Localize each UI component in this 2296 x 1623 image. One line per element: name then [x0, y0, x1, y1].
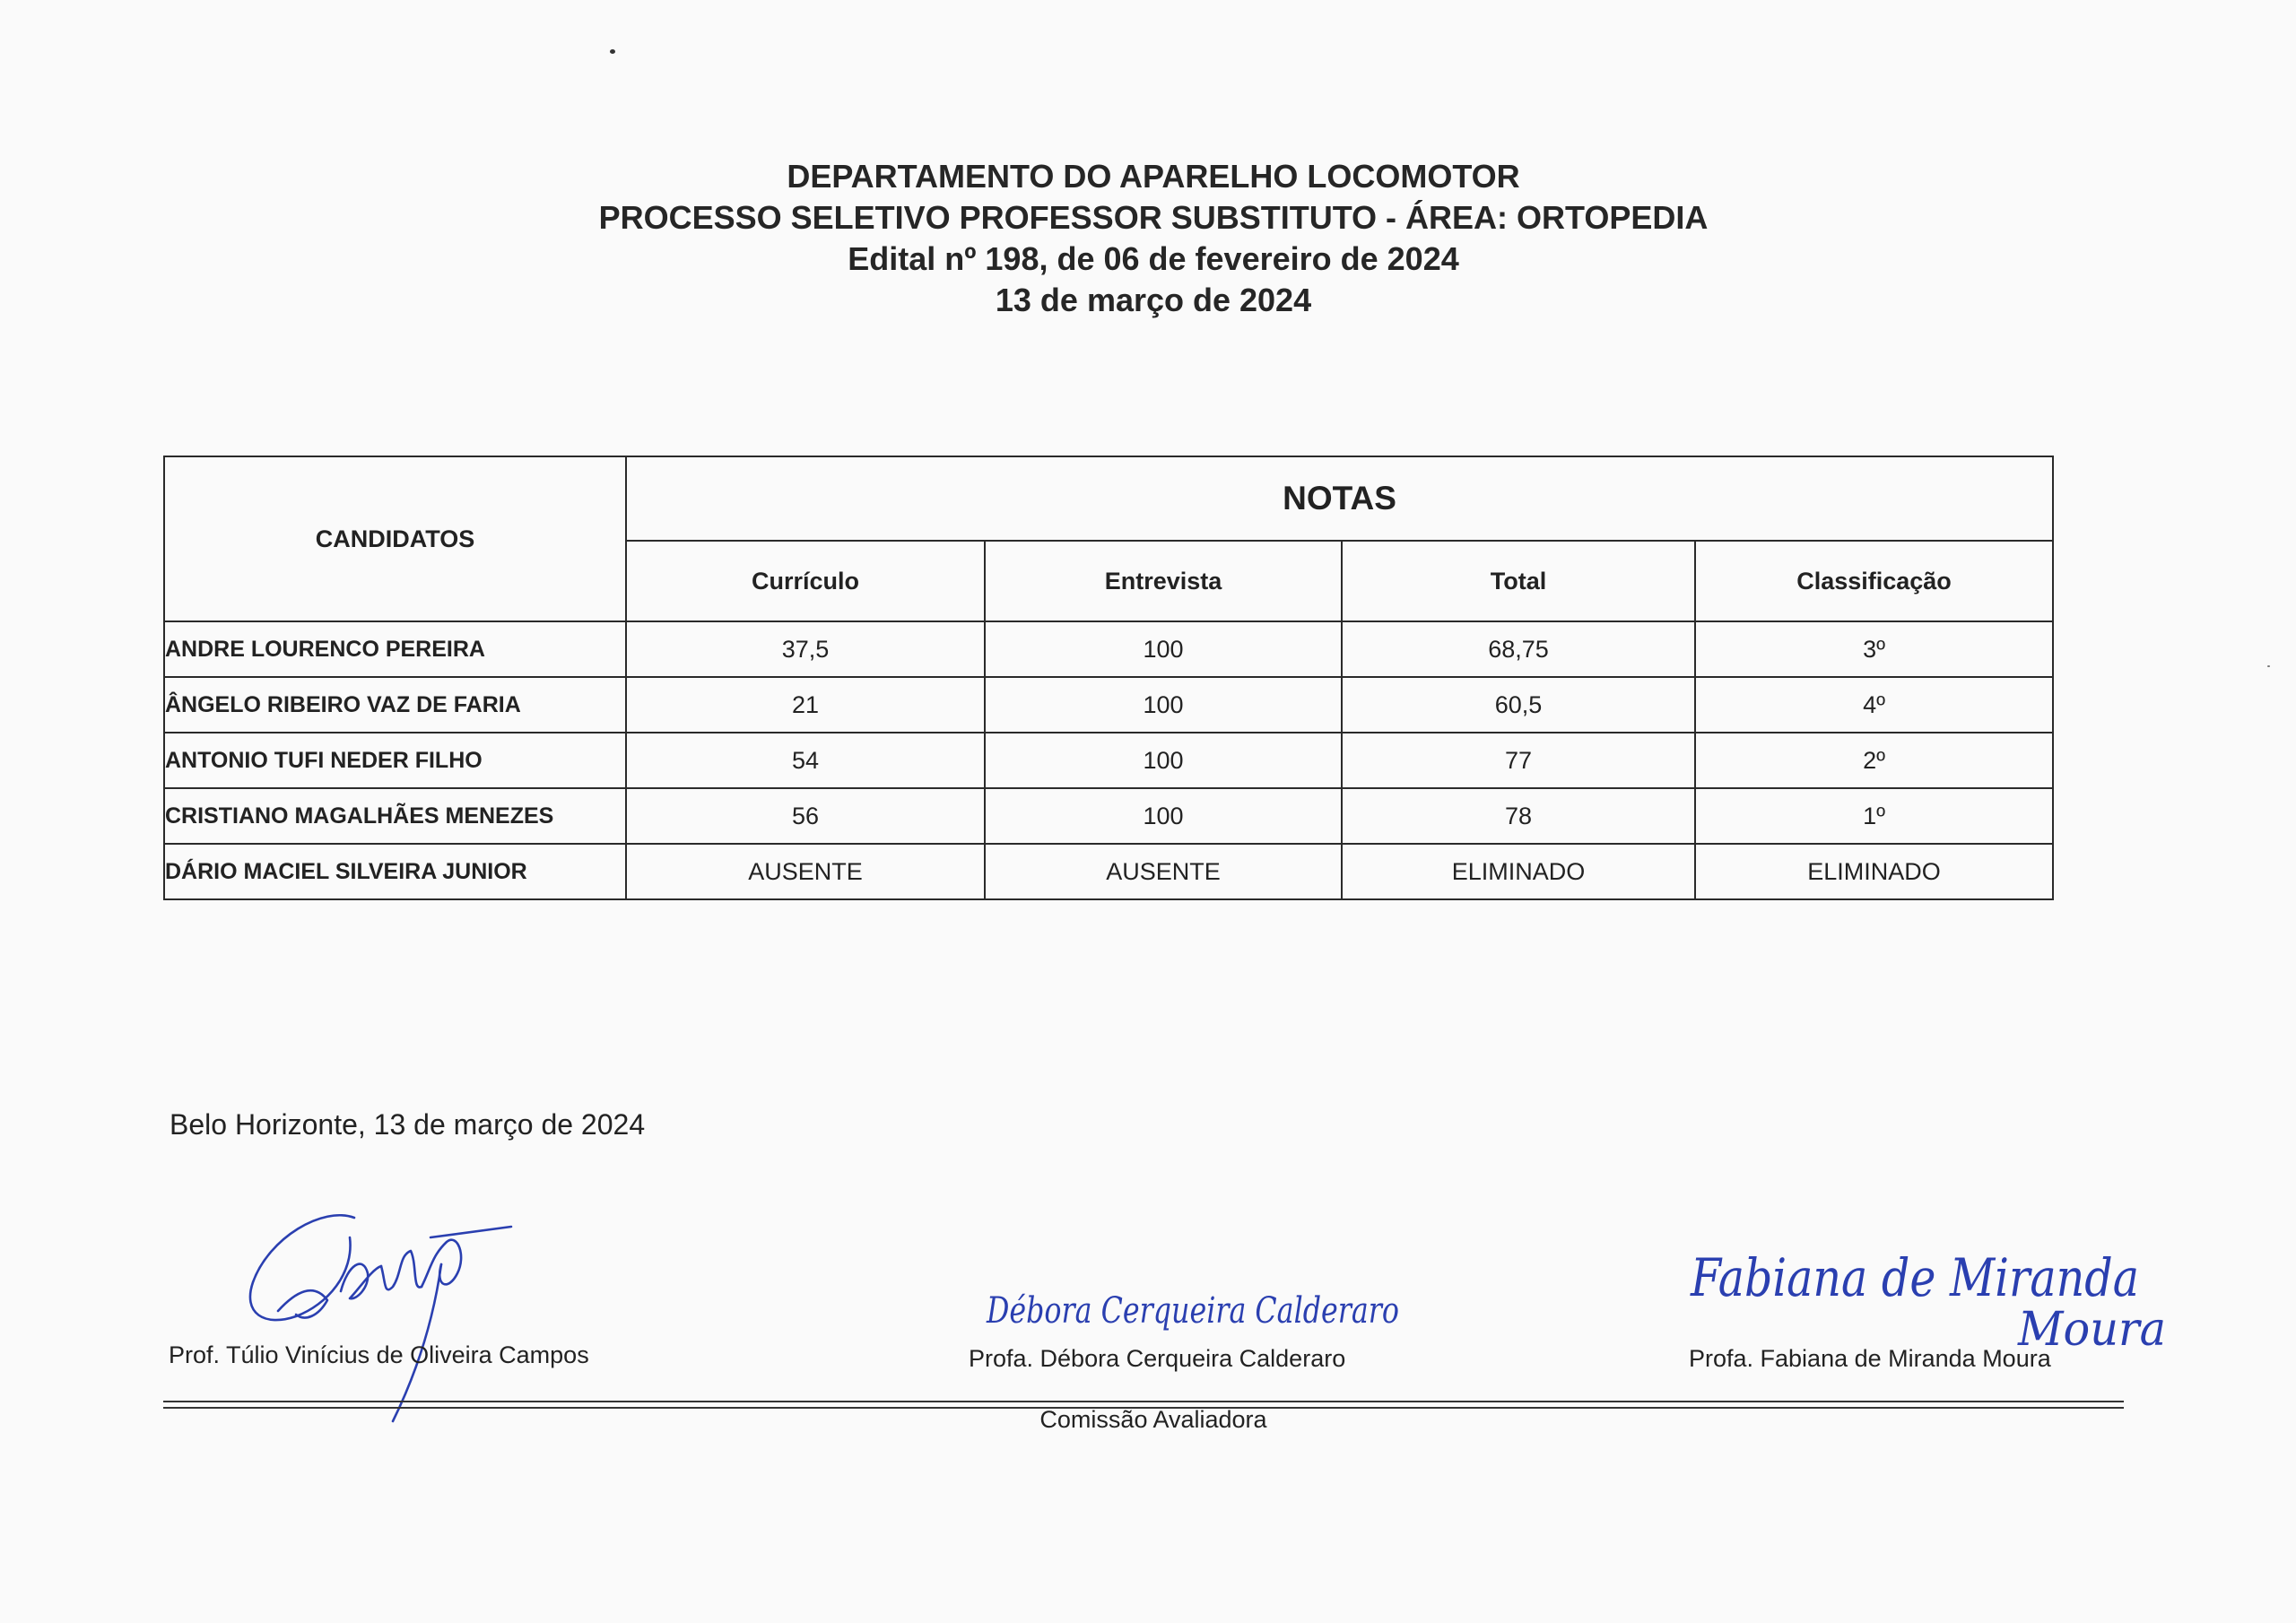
- table-row: [164, 844, 2053, 899]
- total-score: 78: [1342, 788, 1695, 844]
- svg-text:Moura: Moura: [2017, 1303, 2166, 1357]
- svg-text:Fabiana de Miranda: Fabiana de Miranda: [1690, 1247, 2139, 1308]
- entrevista-score: 100: [985, 621, 1342, 677]
- curriculo-score: 56: [626, 788, 985, 844]
- candidate-name: ANDRE LOURENCO PEREIRA: [164, 621, 626, 677]
- total-score: 68,75: [1342, 621, 1695, 677]
- candidate-name: ÂNGELO RIBEIRO VAZ DE FARIA: [164, 677, 626, 733]
- scan-speck: [610, 49, 615, 54]
- header-process: PROCESSO SELETIVO PROFESSOR SUBSTITUTO - ÁREA: ORTOPEDIA: [598, 199, 1709, 236]
- signatory-name-debora: Profa. Débora Cerqueira Calderaro: [969, 1345, 1346, 1372]
- entrevista-score: 100: [985, 733, 1342, 788]
- document-header: [0, 156, 2296, 321]
- curriculo-score: 54: [626, 733, 985, 788]
- header-date: 13 de março de 2024: [995, 282, 1312, 318]
- column-header-classificacao: Classificação: [1695, 541, 2053, 621]
- scan-speck: [2267, 665, 2270, 667]
- place-and-date: Belo Horizonte, 13 de março de 2024: [170, 1108, 646, 1141]
- signature-fabiana: [1686, 1219, 2224, 1363]
- header-department: DEPARTAMENTO DO APARELHO LOCOMOTOR: [787, 158, 1520, 195]
- grades-table: [163, 456, 2054, 900]
- signature-tulio: [242, 1202, 529, 1435]
- column-header-curriculo: Currículo: [626, 541, 985, 621]
- table-row: [164, 788, 2053, 844]
- total-score: 60,5: [1342, 677, 1695, 733]
- candidates-header: CANDIDATOS: [164, 456, 626, 621]
- column-header-total: Total: [1342, 541, 1695, 621]
- candidate-name: ANTONIO TUFI NEDER FILHO: [164, 733, 626, 788]
- total-score: 77: [1342, 733, 1695, 788]
- curriculo-score: 37,5: [626, 621, 985, 677]
- total-score: ELIMINADO: [1342, 844, 1695, 899]
- classification: ELIMINADO: [1695, 844, 2053, 899]
- entrevista-score: AUSENTE: [985, 844, 1342, 899]
- signature-debora: [982, 1273, 1413, 1345]
- classification: 2º: [1695, 733, 2053, 788]
- signatory-name-tulio: Prof. Túlio Vinícius de Oliveira Campos: [169, 1341, 589, 1368]
- entrevista-score: 100: [985, 677, 1342, 733]
- curriculo-score: 21: [626, 677, 985, 733]
- table-row: [164, 733, 2053, 788]
- grades-header: NOTAS: [626, 456, 2053, 541]
- classification: 4º: [1695, 677, 2053, 733]
- classification: 3º: [1695, 621, 2053, 677]
- curriculo-score: AUSENTE: [626, 844, 985, 899]
- classification: 1º: [1695, 788, 2053, 844]
- header-edital: Edital nº 198, de 06 de fevereiro de 2024: [848, 240, 1459, 277]
- candidate-name: CRISTIANO MAGALHÃES MENEZES: [164, 788, 626, 844]
- svg-text:Débora Cerqueira Calderaro: Débora Cerqueira Calderaro: [986, 1290, 1399, 1332]
- column-header-entrevista: Entrevista: [985, 541, 1342, 621]
- table-row: [164, 621, 2053, 677]
- entrevista-score: 100: [985, 788, 1342, 844]
- committee-label: Comissão Avaliadora: [1039, 1406, 1267, 1433]
- signatory-name-fabiana: Profa. Fabiana de Miranda Moura: [1689, 1345, 2051, 1372]
- table-row: [164, 677, 2053, 733]
- candidate-name: DÁRIO MACIEL SILVEIRA JUNIOR: [164, 844, 626, 899]
- signature-rule: [163, 1401, 2124, 1402]
